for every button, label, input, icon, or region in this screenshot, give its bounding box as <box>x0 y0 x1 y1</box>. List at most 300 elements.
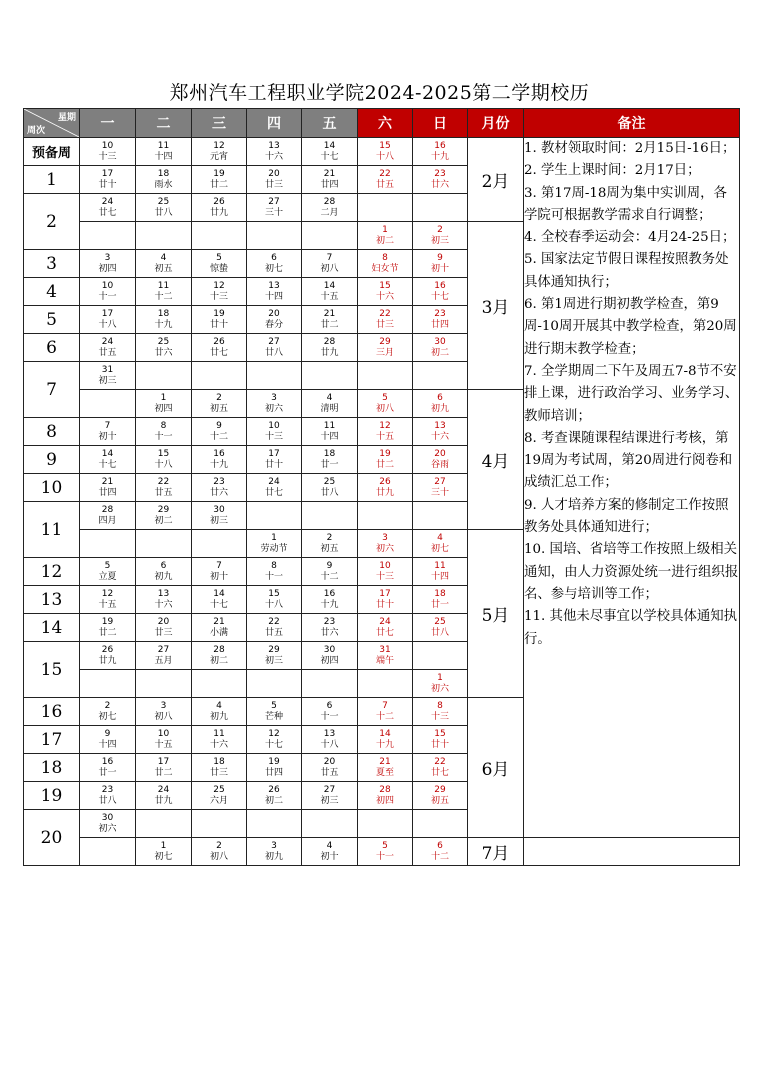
day-number: 14 <box>379 728 391 739</box>
day-number: 20 <box>268 308 280 319</box>
lunar-date: 五月 <box>154 655 173 666</box>
lunar-date: 廿八 <box>264 347 283 358</box>
lunar-date: 十三 <box>209 291 228 302</box>
day-cell <box>302 334 358 362</box>
lunar-date: 廿三 <box>154 627 173 638</box>
lunar-date: 清明 <box>320 403 339 414</box>
lunar-date: 廿三 <box>209 767 228 778</box>
lunar-date: 初二 <box>154 515 173 526</box>
day-number: 5 <box>382 840 388 851</box>
day-cell <box>302 306 358 334</box>
day-number: 27 <box>268 336 280 347</box>
lunar-date: 十三 <box>375 571 394 582</box>
day-number: 29 <box>157 504 170 515</box>
note-item: 11. 其他未尽事宜以学校具体通知执行。 <box>524 609 738 647</box>
day-cell <box>247 530 302 558</box>
lunar-date: 十四 <box>98 739 117 750</box>
day-cell <box>302 474 358 502</box>
day-number: 8 <box>271 560 277 571</box>
lunar-date: 初五 <box>154 263 173 274</box>
day-cell <box>413 586 468 614</box>
lunar-date: 廿五 <box>264 627 283 638</box>
lunar-date: 廿五 <box>320 767 339 778</box>
day-number: 4 <box>216 700 222 711</box>
lunar-date: 初八 <box>375 403 394 414</box>
day-number: 23 <box>323 616 336 627</box>
day-cell <box>136 166 192 194</box>
day-cell <box>302 418 358 446</box>
day-cell <box>136 810 192 838</box>
lunar-date: 廿六 <box>320 627 339 638</box>
day-cell <box>136 334 192 362</box>
week-number: 19 <box>24 782 80 810</box>
day-cell <box>80 446 136 474</box>
lunar-date: 初五 <box>320 543 339 554</box>
day-number: 11 <box>213 728 225 739</box>
lunar-date: 廿八 <box>154 207 173 218</box>
day-number: 3 <box>160 700 167 711</box>
lunar-date: 廿四 <box>320 179 339 190</box>
day-number: 25 <box>434 616 446 627</box>
corner-weekday-label: 星期 <box>57 113 76 123</box>
lunar-date: 三十 <box>264 207 283 218</box>
lunar-date: 十一 <box>264 571 283 582</box>
day-cell <box>136 306 192 334</box>
day-number: 5 <box>271 700 277 711</box>
day-number: 9 <box>104 728 111 739</box>
day-number: 6 <box>437 840 443 851</box>
day-number: 22 <box>434 756 446 767</box>
header-notes: 备注 <box>524 109 740 138</box>
week-number: 18 <box>24 754 80 782</box>
day-cell <box>358 838 413 866</box>
day-cell <box>80 698 136 726</box>
lunar-date: 廿八 <box>430 627 449 638</box>
day-number: 24 <box>157 784 170 795</box>
day-number: 16 <box>213 448 225 459</box>
day-cell <box>192 418 247 446</box>
week-number: 17 <box>24 726 80 754</box>
day-number: 3 <box>271 392 277 403</box>
day-number: 29 <box>434 784 446 795</box>
lunar-date: 廿七 <box>430 767 449 778</box>
day-cell <box>247 614 302 642</box>
day-number: 20 <box>268 168 280 179</box>
day-cell <box>192 446 247 474</box>
day-number: 27 <box>323 784 336 795</box>
lunar-date: 端午 <box>375 655 394 666</box>
lunar-date: 十六 <box>430 431 449 442</box>
day-cell <box>136 782 192 810</box>
day-cell <box>302 362 358 390</box>
lunar-date: 十一 <box>154 431 173 442</box>
lunar-date: 十四 <box>264 291 283 302</box>
day-cell <box>136 362 192 390</box>
day-cell <box>136 250 192 278</box>
lunar-date: 廿九 <box>209 207 228 218</box>
day-number: 19 <box>379 448 391 459</box>
day-cell <box>302 222 358 250</box>
day-cell <box>136 390 192 418</box>
day-number: 24 <box>379 616 391 627</box>
lunar-date: 十九 <box>154 319 173 330</box>
day-number: 21 <box>213 616 225 627</box>
day-number: 6 <box>326 700 333 711</box>
day-cell <box>302 642 358 670</box>
week-number: 8 <box>24 418 80 446</box>
day-cell <box>413 278 468 306</box>
header-thursday: 四 <box>247 109 302 138</box>
day-number: 10 <box>101 280 114 291</box>
week-number: 13 <box>24 586 80 614</box>
day-number: 6 <box>271 252 277 263</box>
lunar-date: 十八 <box>98 319 117 330</box>
day-cell <box>80 586 136 614</box>
day-cell <box>80 726 136 754</box>
lunar-date: 六月 <box>209 795 228 806</box>
day-number: 15 <box>379 140 391 151</box>
day-cell <box>247 222 302 250</box>
corner-header <box>24 109 80 138</box>
day-cell <box>413 614 468 642</box>
day-cell <box>136 558 192 586</box>
day-number: 9 <box>216 420 222 431</box>
day-cell <box>80 530 136 558</box>
day-cell <box>302 614 358 642</box>
lunar-date: 初六 <box>430 683 449 694</box>
day-cell <box>413 474 468 502</box>
day-number: 25 <box>157 336 170 347</box>
lunar-date: 廿十 <box>209 319 228 330</box>
lunar-date: 惊蛰 <box>209 263 228 274</box>
day-cell <box>247 726 302 754</box>
week-number: 4 <box>24 278 80 306</box>
day-number: 18 <box>157 308 170 319</box>
day-number: 31 <box>379 644 391 655</box>
lunar-date: 廿七 <box>209 347 228 358</box>
month-label: 5月 <box>468 530 524 698</box>
day-number: 12 <box>213 140 225 151</box>
day-cell <box>302 670 358 698</box>
day-cell <box>192 138 247 166</box>
day-number: 23 <box>434 168 446 179</box>
header-tuesday: 二 <box>136 109 192 138</box>
lunar-date: 廿三 <box>375 319 394 330</box>
lunar-date: 初九 <box>154 571 173 582</box>
day-number: 23 <box>434 308 446 319</box>
lunar-date: 初二 <box>430 347 449 358</box>
day-number: 9 <box>326 560 333 571</box>
lunar-date: 廿七 <box>264 487 283 498</box>
lunar-date: 十二 <box>430 851 449 862</box>
day-cell <box>247 278 302 306</box>
lunar-date: 初五 <box>209 403 228 414</box>
lunar-date: 廿二 <box>320 319 339 330</box>
day-number: 4 <box>326 840 333 851</box>
day-cell <box>413 670 468 698</box>
day-number: 27 <box>434 476 446 487</box>
week-number: 3 <box>24 250 80 278</box>
lunar-date: 十七 <box>320 151 339 162</box>
lunar-date: 十五 <box>154 739 173 750</box>
day-cell <box>192 390 247 418</box>
lunar-date: 初二 <box>264 795 283 806</box>
lunar-date: 十八 <box>320 739 339 750</box>
day-cell <box>302 446 358 474</box>
lunar-date: 廿七 <box>98 207 117 218</box>
day-cell <box>247 362 302 390</box>
day-cell <box>192 670 247 698</box>
day-cell <box>358 810 413 838</box>
notes-cell <box>524 138 740 838</box>
lunar-date: 十七 <box>98 459 117 470</box>
day-number: 25 <box>157 196 170 207</box>
day-cell <box>302 278 358 306</box>
day-cell <box>80 194 136 222</box>
day-cell <box>80 334 136 362</box>
lunar-date: 初三 <box>320 795 339 806</box>
day-number: 10 <box>101 140 114 151</box>
day-cell <box>136 138 192 166</box>
day-cell <box>80 474 136 502</box>
lunar-date: 廿五 <box>98 347 117 358</box>
lunar-date: 初二 <box>375 235 394 246</box>
day-number: 5 <box>104 560 111 571</box>
day-cell <box>413 782 468 810</box>
day-cell <box>302 390 358 418</box>
week-number: 7 <box>24 362 80 418</box>
day-number: 3 <box>104 252 111 263</box>
day-cell <box>413 698 468 726</box>
day-cell <box>80 418 136 446</box>
day-cell <box>247 558 302 586</box>
lunar-date: 初四 <box>320 655 339 666</box>
month-label: 6月 <box>468 698 524 838</box>
day-number: 18 <box>323 448 336 459</box>
lunar-date: 雨水 <box>154 179 173 190</box>
lunar-date: 十八 <box>375 151 394 162</box>
day-number: 22 <box>379 168 391 179</box>
day-cell <box>136 530 192 558</box>
day-number: 19 <box>213 168 225 179</box>
day-cell <box>80 614 136 642</box>
day-number: 11 <box>157 140 170 151</box>
week-number: 16 <box>24 698 80 726</box>
day-number: 25 <box>213 784 225 795</box>
lunar-date: 十一 <box>375 851 394 862</box>
day-cell <box>302 558 358 586</box>
day-number: 28 <box>323 336 336 347</box>
day-number: 12 <box>268 728 280 739</box>
day-number: 27 <box>157 644 170 655</box>
day-cell <box>358 362 413 390</box>
lunar-date: 芒种 <box>264 711 283 722</box>
day-cell <box>247 782 302 810</box>
day-cell <box>358 446 413 474</box>
day-cell <box>358 614 413 642</box>
day-number: 13 <box>157 588 170 599</box>
day-number: 4 <box>160 252 167 263</box>
day-number: 16 <box>101 756 114 767</box>
lunar-date: 谷雨 <box>430 459 449 470</box>
lunar-date: 廿一 <box>320 459 339 470</box>
day-cell <box>136 642 192 670</box>
note-item: 9. 人才培养方案的修制定工作按照教务处具体通知进行； <box>524 497 729 536</box>
lunar-date: 初八 <box>209 851 228 862</box>
note-item: 10. 国培、省培等工作按照上级相关通知，由人力资源处统一进行组织报名、参与培训等工作； <box>524 542 739 602</box>
lunar-date: 初七 <box>264 263 283 274</box>
day-cell <box>358 782 413 810</box>
day-number: 1 <box>437 672 443 683</box>
day-number: 16 <box>323 588 336 599</box>
lunar-date: 十六 <box>154 599 173 610</box>
day-number: 23 <box>213 476 225 487</box>
month-label: 7月 <box>468 838 524 866</box>
day-number: 22 <box>379 308 391 319</box>
day-cell <box>192 474 247 502</box>
day-cell <box>302 250 358 278</box>
lunar-date: 立夏 <box>98 571 117 582</box>
day-cell <box>302 166 358 194</box>
lunar-date: 廿十 <box>98 179 117 190</box>
day-cell <box>136 502 192 530</box>
day-number: 7 <box>326 252 333 263</box>
day-cell <box>413 390 468 418</box>
lunar-date: 初七 <box>98 711 117 722</box>
day-cell <box>358 138 413 166</box>
day-cell <box>358 502 413 530</box>
day-cell <box>358 474 413 502</box>
lunar-date: 廿二 <box>98 627 117 638</box>
day-cell <box>247 250 302 278</box>
day-cell <box>192 502 247 530</box>
day-cell <box>136 418 192 446</box>
day-cell <box>247 334 302 362</box>
lunar-date: 廿十 <box>264 459 283 470</box>
lunar-date: 初三 <box>98 375 117 386</box>
day-cell <box>247 670 302 698</box>
day-number: 1 <box>160 840 167 851</box>
lunar-date: 十九 <box>320 599 339 610</box>
day-cell <box>358 670 413 698</box>
day-cell <box>302 530 358 558</box>
day-cell <box>247 418 302 446</box>
day-cell <box>247 390 302 418</box>
lunar-date: 廿十 <box>430 739 449 750</box>
day-number: 24 <box>101 196 114 207</box>
day-number: 7 <box>382 700 388 711</box>
lunar-date: 初八 <box>154 711 173 722</box>
day-cell <box>136 446 192 474</box>
lunar-date: 初七 <box>154 851 173 862</box>
day-number: 17 <box>101 168 114 179</box>
day-number: 1 <box>382 224 388 235</box>
lunar-date: 十一 <box>98 291 117 302</box>
lunar-date: 小满 <box>209 627 228 638</box>
lunar-date: 廿八 <box>98 795 117 806</box>
day-cell <box>302 194 358 222</box>
day-cell <box>302 726 358 754</box>
day-cell <box>302 810 358 838</box>
lunar-date: 十四 <box>320 431 339 442</box>
lunar-date: 十一 <box>320 711 339 722</box>
day-cell <box>80 782 136 810</box>
day-number: 22 <box>157 476 170 487</box>
header-sunday: 日 <box>413 109 468 138</box>
day-cell <box>302 782 358 810</box>
day-number: 12 <box>213 280 225 291</box>
day-cell <box>247 838 302 866</box>
day-number: 5 <box>216 252 222 263</box>
lunar-date: 初三 <box>209 515 228 526</box>
day-number: 6 <box>437 392 443 403</box>
day-cell <box>247 642 302 670</box>
lunar-date: 廿二 <box>154 767 173 778</box>
day-cell <box>413 334 468 362</box>
day-cell <box>413 250 468 278</box>
day-number: 1 <box>271 532 277 543</box>
day-cell <box>302 838 358 866</box>
week-number: 15 <box>24 642 80 698</box>
day-number: 6 <box>160 560 167 571</box>
lunar-date: 初五 <box>430 795 449 806</box>
day-cell <box>247 474 302 502</box>
day-cell <box>80 362 136 390</box>
lunar-date: 十七 <box>209 599 228 610</box>
lunar-date: 十三 <box>430 711 449 722</box>
day-cell <box>413 166 468 194</box>
lunar-date: 十九 <box>209 459 228 470</box>
day-cell <box>80 390 136 418</box>
day-cell <box>247 754 302 782</box>
lunar-date: 十四 <box>430 571 449 582</box>
day-cell <box>358 726 413 754</box>
day-number: 10 <box>268 420 280 431</box>
day-number: 11 <box>434 560 446 571</box>
header-row <box>24 109 740 138</box>
day-number: 30 <box>323 644 336 655</box>
day-number: 28 <box>379 784 391 795</box>
day-number: 25 <box>323 476 336 487</box>
day-cell <box>192 614 247 642</box>
day-cell <box>192 754 247 782</box>
day-cell <box>80 810 136 838</box>
day-number: 21 <box>323 168 336 179</box>
lunar-date: 春分 <box>264 319 283 330</box>
day-number: 23 <box>101 784 114 795</box>
note-item: 1. 教材领取时间：2月15日-16日； <box>524 141 736 156</box>
week-number: 11 <box>24 502 80 558</box>
lunar-date: 妇女节 <box>371 263 399 274</box>
day-cell <box>192 558 247 586</box>
day-cell <box>80 502 136 530</box>
day-number: 20 <box>434 448 446 459</box>
lunar-date: 初九 <box>430 403 449 414</box>
day-number: 26 <box>213 196 225 207</box>
week-number: 6 <box>24 334 80 362</box>
header-wednesday: 三 <box>192 109 247 138</box>
lunar-date: 十五 <box>98 599 117 610</box>
day-number: 15 <box>268 588 280 599</box>
day-cell <box>192 726 247 754</box>
day-cell <box>136 754 192 782</box>
day-number: 28 <box>101 504 114 515</box>
day-cell <box>136 698 192 726</box>
day-cell <box>136 614 192 642</box>
day-number: 5 <box>382 392 388 403</box>
notes-cell-end <box>524 838 740 866</box>
lunar-date: 廿五 <box>154 487 173 498</box>
